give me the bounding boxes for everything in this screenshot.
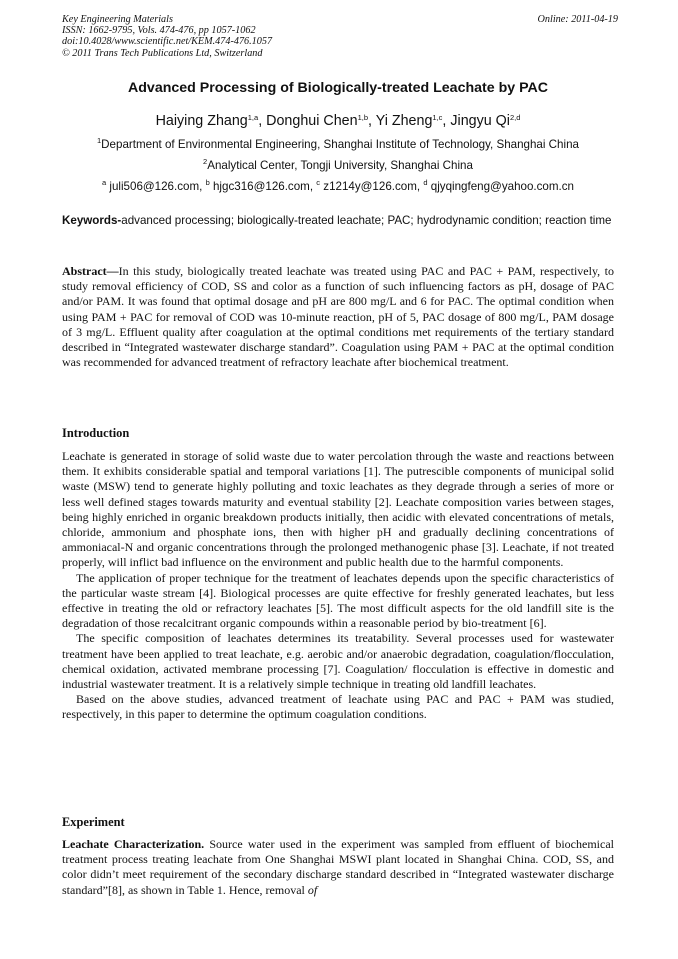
affiliation-text: Analytical Center, Tongji University, Shanghai China: [207, 159, 473, 172]
abstract-label: Abstract—: [62, 264, 119, 278]
author-name: Jingyu Qi: [450, 113, 510, 129]
journal-copyright: © 2011 Trans Tech Publications Ltd, Switzerland: [62, 47, 263, 59]
author-superscript: 1,b: [357, 113, 369, 122]
author-name: Haiying Zhang: [155, 113, 248, 129]
author-name: Yi Zheng: [375, 113, 433, 129]
introduction-body: [62, 449, 614, 723]
experiment-heading: Experiment: [62, 815, 125, 829]
affiliation-2: [62, 159, 614, 172]
author-name: Donghui Chen: [266, 113, 358, 129]
keywords-label: Keywords-: [62, 214, 122, 227]
affiliation-superscript: 2: [203, 157, 208, 166]
journal-issn: ISSN: 1662-9795, Vols. 474-476, pp 1057-1062: [62, 25, 256, 37]
author-superscript: 1,a: [247, 113, 259, 122]
author-email[interactable]: hjgc316@126.com,: [212, 180, 317, 193]
affiliation-text: Department of Environmental Engineering, Shanghai Institute of Technology, Shanghai China: [101, 138, 579, 151]
experiment-body: [62, 837, 614, 898]
journal-name: Key Engineering Materials: [62, 14, 173, 25]
experiment-text-tail: of: [307, 882, 318, 897]
introduction-paragraph: Based on the above studies, advanced treatment of leachate using PAC and PAC + PAM was studied, respectively, in this paper to determine the optimum coagulation conditions.: [62, 692, 614, 722]
experiment-text: Source water used in the experiment was sampled from effluent of biochemical treatment process treating leachate from One Shanghai MSWI plant located in Shanghai China. COD, SS, and color didn’t meet requirement of the secondary discharge standard described in “Integrated wastewater discharge standard”[8], as shown in Table 1. Hence, removal: [62, 837, 614, 897]
email-superscript: a: [101, 178, 107, 187]
paper-title: Advanced Processing of Biologically-treated Leachate by PAC: [128, 80, 548, 96]
journal-doi: doi:10.4028/www.scientific.net/KEM.474-476.1057: [62, 36, 273, 48]
journal-header: [62, 14, 618, 59]
abstract-text: In this study, biologically treated leachate was treated using PAC and PAC + PAM, respectively, to study removal efficiency of COD, SS and color as a function of such influencing factors as pH, dosage of PAC and/or PAM. It was found that optimal dosage and pH are 800 mg/L and 6 for PAC. The optimal condition when using PAM + PAC for removal of COD was 10-minute reaction, pH of 5, PAC dosage of 800 mg/L, PAM dosage of 3 mg/L. Effluent quality after coagulation at the optimal conditions met requirements of the tertiary standard described in “Integrated wastewater discharge standard”. Coagulation using PAM + PAC at the optimal condition was recommended for advanced treatment of refractory leachate after biochemical treatment.: [62, 264, 614, 370]
email-superscript: c: [316, 178, 321, 187]
introduction-paragraph: The specific composition of leachates determines its treatability. Several processes used for wastewater treatment have been applied to treat leachate, e.g. aerobic and/or anaerobic degradation, coagulation/flocculation, chemical oxidation, activated membrane processing [7]. Coagulation/ flocculation is effective in domestic and industrial wastewater treatment. It is a relatively simple technique in treating old landfill leachates.: [62, 631, 614, 692]
introduction-heading: Introduction: [62, 426, 130, 440]
affiliation-1: [62, 138, 614, 151]
introduction-paragraph: Leachate is generated in storage of solid waste due to water percolation through the waste and reactions between them. It exhibits considerable spatial and temporal variations [1]. The putrescible components of municipal solid waste (MSW) tend to generate highly polluting and toxic leachates as they degrade through a series of more or less well defined stages towards maturity and eventual stability [2]. Leachate composition varies between stages, being highly enriched in organic breakdown products initially, then acidic with elevated concentrations of metals, chloride, ammonium and phosphate ions, then with higher pH and gradually declining concentrations of ammoniacal-N and organic concentrations through the prolonged methanogenic phase [3]. Leachate, if not treated properly, will inflict bad influence on the environment and public health due to the harmful components.: [62, 449, 614, 570]
keywords-text: advanced processing; biologically-treated leachate; PAC; hydrodynamic condition; reaction time: [121, 214, 612, 227]
author-emails: [62, 180, 614, 193]
author-superscript: 2,d: [509, 113, 521, 122]
author-list: Haiying Zhang$^{1,a}$, Donghui Chen$^{1,b}$, Yi Zheng$^{1,c}$, Jingyu Qi$^{2,d}$: [155, 113, 521, 129]
affiliation-superscript: 1: [97, 136, 102, 145]
author-email[interactable]: z1214y@126.com,: [323, 180, 424, 193]
author-email[interactable]: qjyqingfeng@yahoo.com.cn: [430, 180, 575, 193]
abstract-section: [62, 264, 614, 370]
email-superscript: b: [205, 178, 210, 187]
email-superscript: d: [423, 178, 428, 187]
online-date: Online: 2011-04-19: [537, 14, 618, 25]
experiment-subheading: Leachate Characterization.: [62, 837, 205, 851]
author-superscript: 1,c: [432, 113, 443, 122]
keywords-section: [62, 213, 614, 229]
author-email[interactable]: juli506@126.com,: [109, 180, 206, 193]
introduction-paragraph: The application of proper technique for the treatment of leachates depends upon the specific characteristics of the particular waste stream [4]. Biological processes are quite effective for freshly generated leachates, but less effective in treating the old or refractory leachates [5]. The most difficult aspects for the old landfill site is the degradation of those recalcitrant organic compounds within a reasonable period by bio-treatment [6].: [62, 570, 614, 631]
